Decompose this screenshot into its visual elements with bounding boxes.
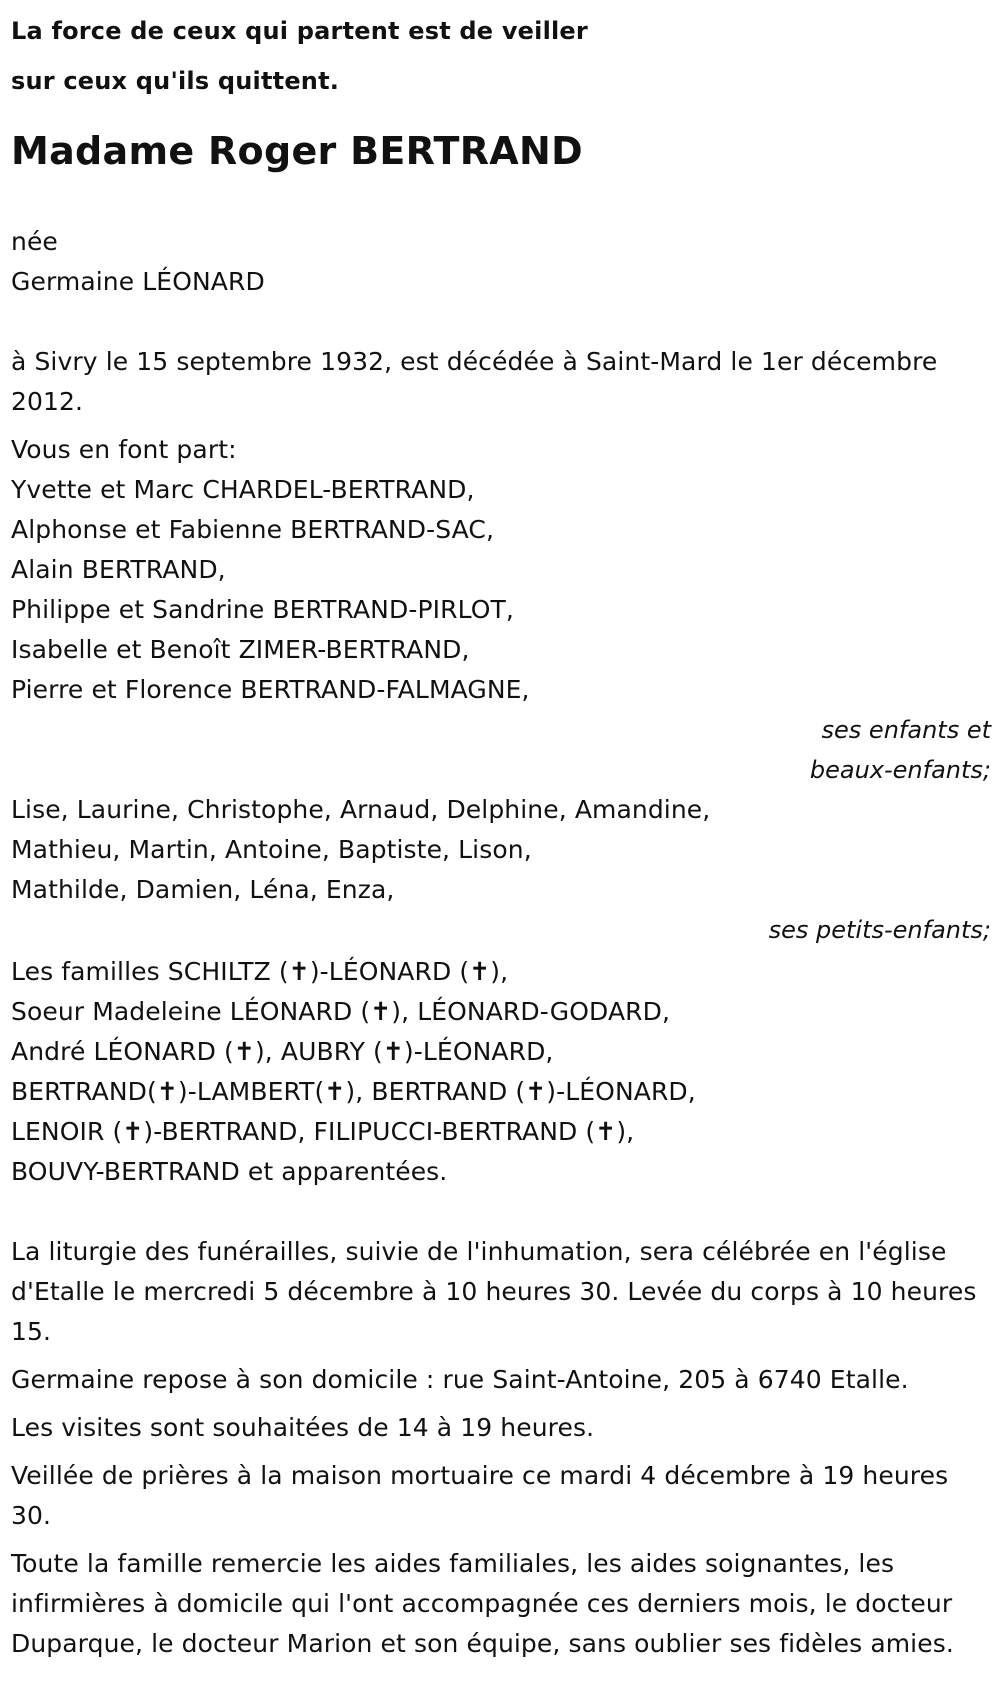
liturgy-paragraph [11, 1232, 1000, 1352]
thanks-text: Toute la famille remercie les aides familiales, les aides soignantes, les infirmières à domicile qui l'ont accompagnée ces derniers mois, le docteur Duparque, le docteur Marion et son équipe, sans oublier ses fidèles amies. [11, 1549, 954, 1658]
announcement-children [11, 430, 1000, 710]
grandchildren-line: Lise, Laurine, Christophe, Arnaud, Delphine, Amandine, [11, 795, 711, 824]
rest-paragraph [11, 1360, 1000, 1400]
children-role-line-2: beaux-enfants; [809, 756, 991, 784]
born-label: née [11, 227, 58, 256]
children-role [11, 710, 1000, 790]
birth-death-block [11, 342, 1000, 422]
child-line: Alphonse et Fabienne BERTRAND-SAC, [11, 515, 495, 544]
family-line: André LÉONARD (✝), AUBRY (✝)-LÉONARD, [11, 1037, 554, 1066]
thanks-paragraph [11, 1544, 1000, 1664]
vigil-paragraph [11, 1456, 1000, 1536]
rest-text: Germaine repose à son domicile : rue Saint-Antoine, 205 à 6740 Etalle. [11, 1365, 909, 1394]
birth-death-text: à Sivry le 15 septembre 1932, est décédée à Saint-Mard le 1er décembre 2012. [11, 347, 938, 416]
motto [11, 0, 1000, 106]
family-line: BERTRAND(✝)-LAMBERT(✝), BERTRAND (✝)-LÉONARD, [11, 1077, 696, 1106]
child-line: Yvette et Marc CHARDEL-BERTRAND, [11, 475, 475, 504]
family-line: Les familles SCHILTZ (✝)-LÉONARD (✝), [11, 957, 509, 986]
family-line: BOUVY-BERTRAND et apparentées. [11, 1157, 448, 1186]
grandchildren-role: ses petits-enfants; [768, 916, 991, 944]
child-line: Alain BERTRAND, [11, 555, 226, 584]
visits-text: Les visites sont souhaitées de 14 à 19 heures. [11, 1413, 595, 1442]
motto-line-2: sur ceux qu'ils quittent. [11, 67, 340, 95]
announcement-families [11, 952, 1000, 1192]
visits-paragraph [11, 1408, 1000, 1448]
deceased-name: Madame Roger BERTRAND [11, 129, 583, 173]
announcement-grandchildren [11, 790, 1000, 910]
family-line: Soeur Madeleine LÉONARD (✝), LÉONARD-GODARD, [11, 997, 671, 1026]
grandchildren-line: Mathilde, Damien, Léna, Enza, [11, 875, 395, 904]
grandchildren-line: Mathieu, Martin, Antoine, Baptiste, Lison, [11, 835, 532, 864]
children-role-line-1: ses enfants et [821, 716, 991, 744]
child-line: Philippe et Sandrine BERTRAND-PIRLOT, [11, 595, 514, 624]
liturgy-text: La liturgie des funérailles, suivie de l'inhumation, sera célébrée en l'église d'Etalle le mercredi 5 décembre à 10 heures 30. Levée du corps à 10 heures 15. [11, 1237, 977, 1346]
motto-line-1: La force de ceux qui partent est de veiller [11, 17, 588, 45]
vigil-text: Veillée de prières à la maison mortuaire ce mardi 4 décembre à 19 heures 30. [11, 1461, 949, 1530]
maiden-name: Germaine LÉONARD [11, 267, 265, 296]
announcement-intro: Vous en font part: [11, 435, 237, 464]
child-line: Isabelle et Benoît ZIMER-BERTRAND, [11, 635, 470, 664]
family-line: LENOIR (✝)-BERTRAND, FILIPUCCI-BERTRAND (✝), [11, 1117, 635, 1146]
birth-name-block [11, 222, 1000, 302]
child-line: Pierre et Florence BERTRAND-FALMAGNE, [11, 675, 530, 704]
